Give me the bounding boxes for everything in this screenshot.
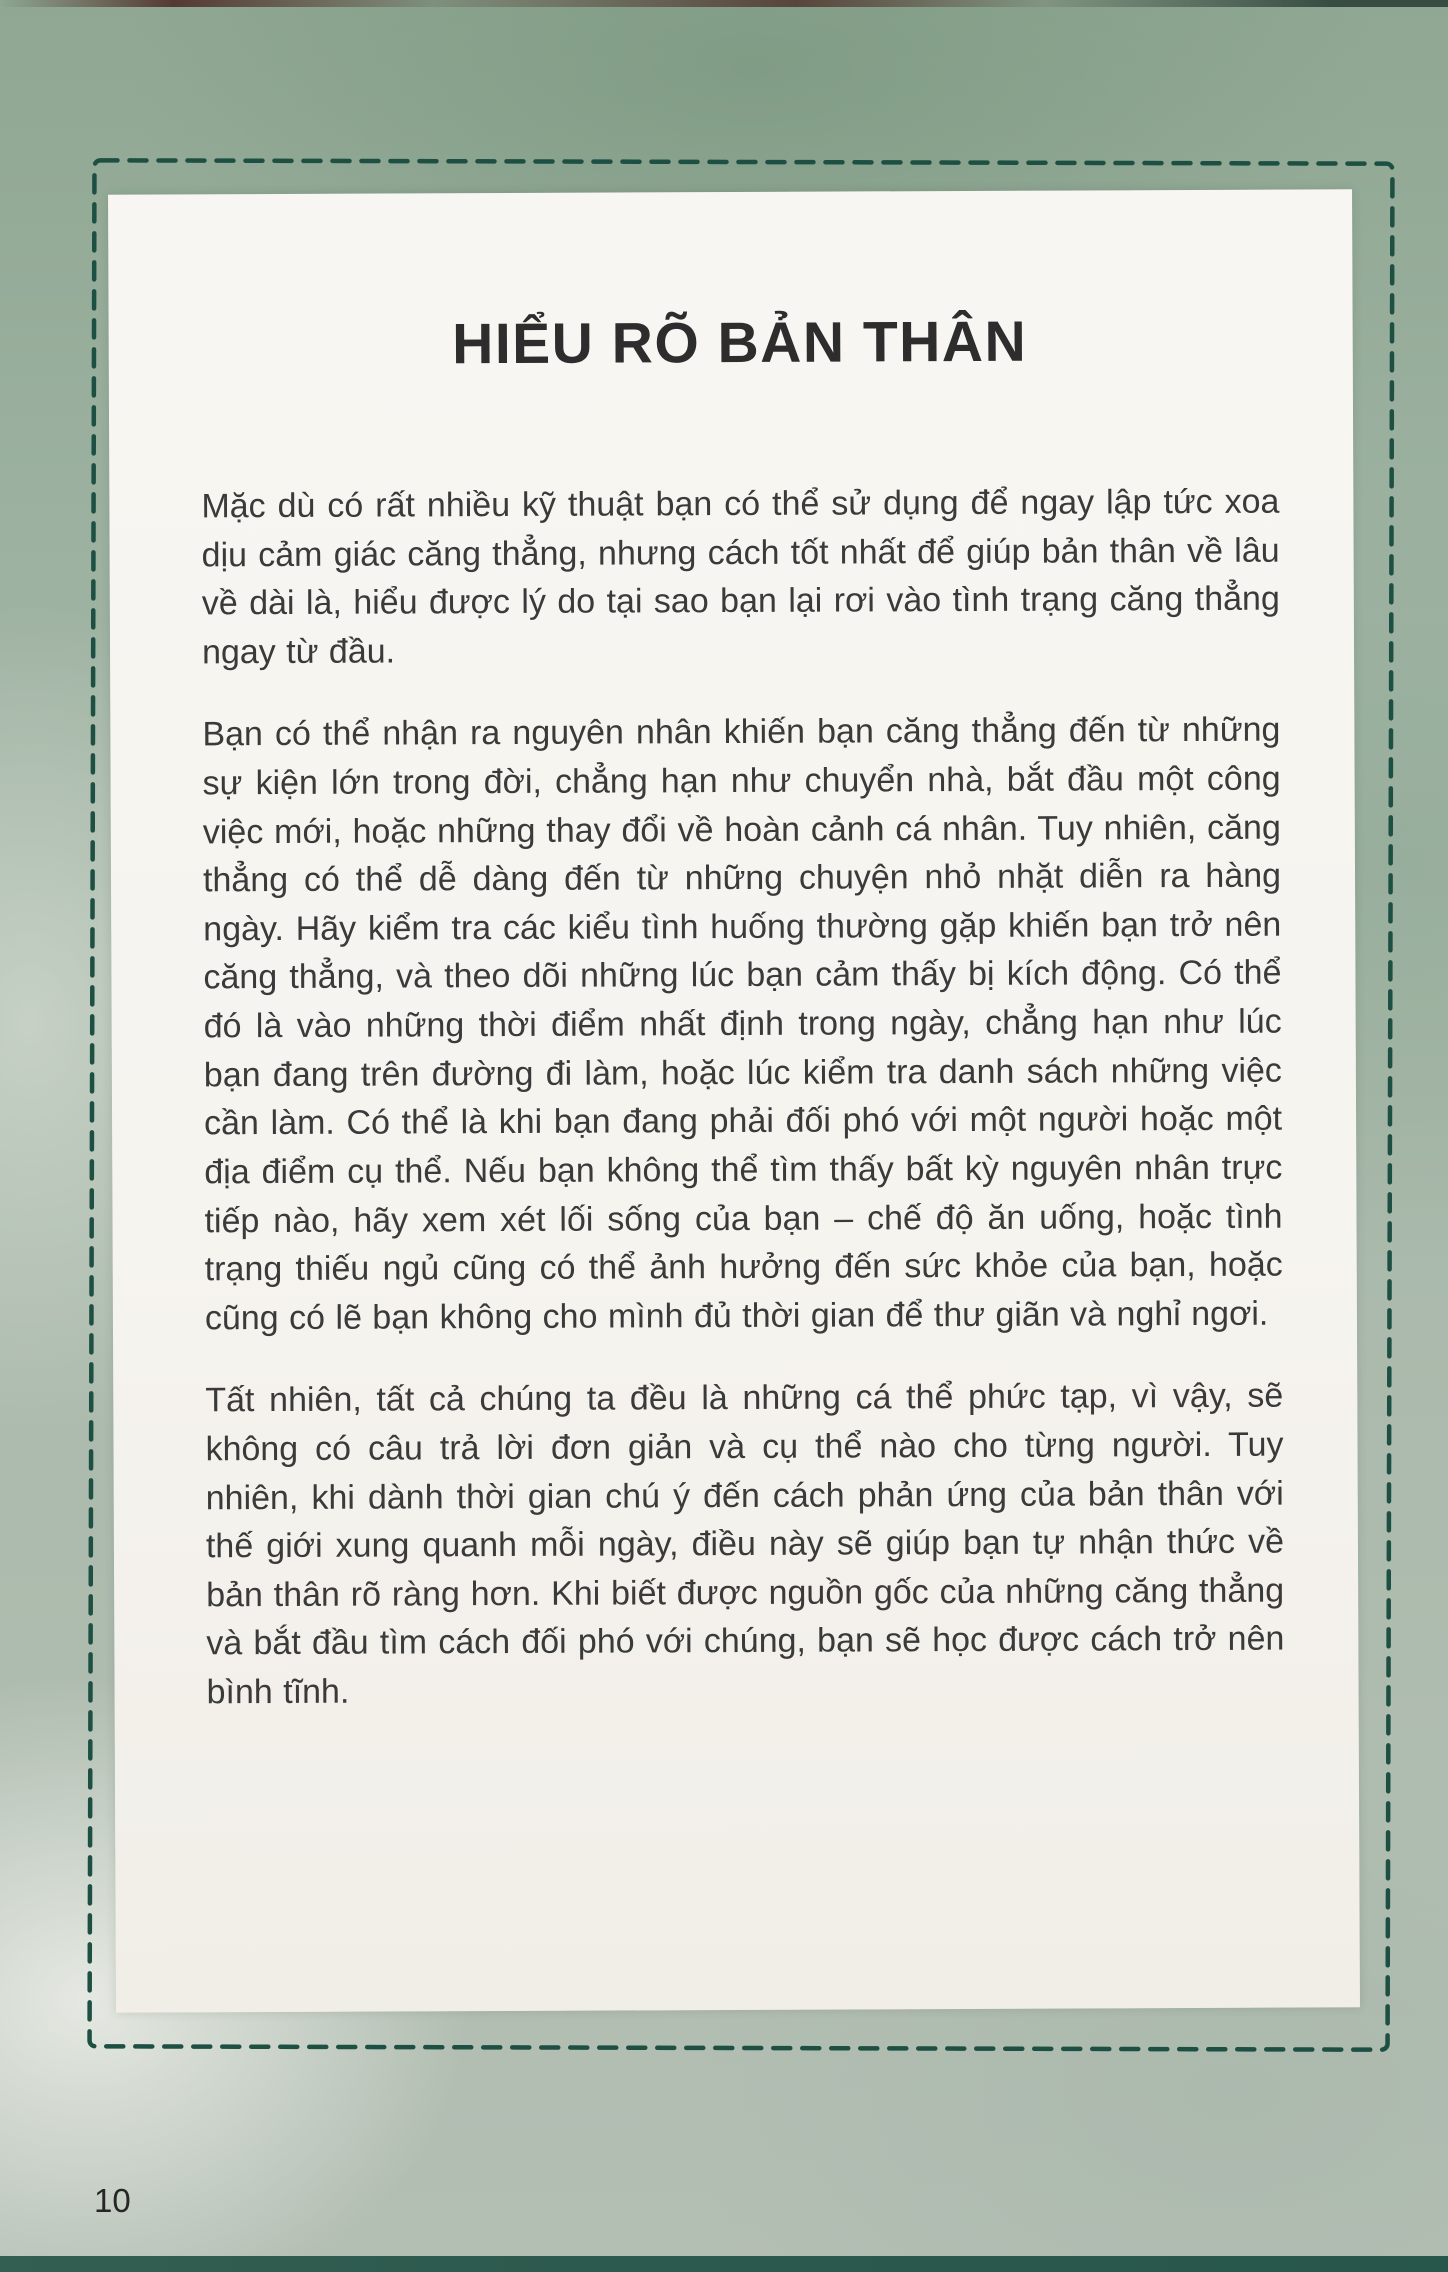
page-title: HIỂU RÕ BẢN THÂN <box>452 309 1028 377</box>
paragraph-2: Bạn có thể nhận ra nguyên nhân khiến bạn căng thẳng đến từ những sự kiện lớn trong đời, chẳng hạn như chuyển nhà, bắt đầu một công việc mới, hoặc những thay đổi về hoàn cảnh cá nhân. Tuy nhiên, căng thẳng có thể dễ dàng đến từ những chuyện nhỏ nhặt diễn ra hàng ngày. Hãy kiểm tra các kiểu tình huống thường gặp khiến bạn trở nên căng thẳng, và theo dõi những lúc bạn cảm thấy bị kích động. Có thể đó là vào những thời điểm nhất định trong ngày, chẳng hạn như lúc bạn đang trên đường đi làm, hoặc lúc kiểm tra danh sách những việc cần làm. Có thể là khi bạn đang phải đối phó với một người hoặc một địa điểm cụ thể. Nếu bạn không thể tìm thấy bất kỳ nguyên nhân trực tiếp nào, hãy xem xét lối sống của bạn – chế độ ăn uống, hoặc tình trạng thiếu ngủ cũng có thể ảnh hưởng đến sức khỏe của bạn, hoặc cũng có lẽ bạn không cho mình đủ thời gian để thư giãn và nghỉ ngơi. <box>202 711 1283 1338</box>
top-scan-edge <box>0 0 1448 7</box>
body-text <box>201 478 1284 1717</box>
paragraph-3: Tất nhiên, tất cả chúng ta đều là những cá thể phức tạp, vì vậy, sẽ không có câu trả lời đơn giản và cụ thể nào cho từng người. Tuy nhiên, khi dành thời gian chú ý đến cách phản ứng của bản thân với thế giới xung quanh mỗi ngày, điều này sẽ giúp bạn tự nhận thức về bản thân rõ ràng hơn. Khi biết được nguồn gốc của những căng thẳng và bắt đầu tìm cách đối phó với chúng, bạn sẽ học được cách trở nên bình tĩnh. <box>205 1376 1285 1712</box>
paragraph-1: Mặc dù có rất nhiều kỹ thuật bạn có thể sử dụng để ngay lập tức xoa dịu cảm giác căng thẳng, nhưng cách tốt nhất để giúp bản thân về lâu về dài là, hiểu được lý do tại sao bạn lại rơi vào tình trạng căng thẳng ngay từ đầu. <box>201 482 1280 672</box>
book-page <box>108 189 1360 2012</box>
bottom-scan-edge <box>0 2256 1448 2272</box>
page-number: 10 <box>94 2182 131 2219</box>
